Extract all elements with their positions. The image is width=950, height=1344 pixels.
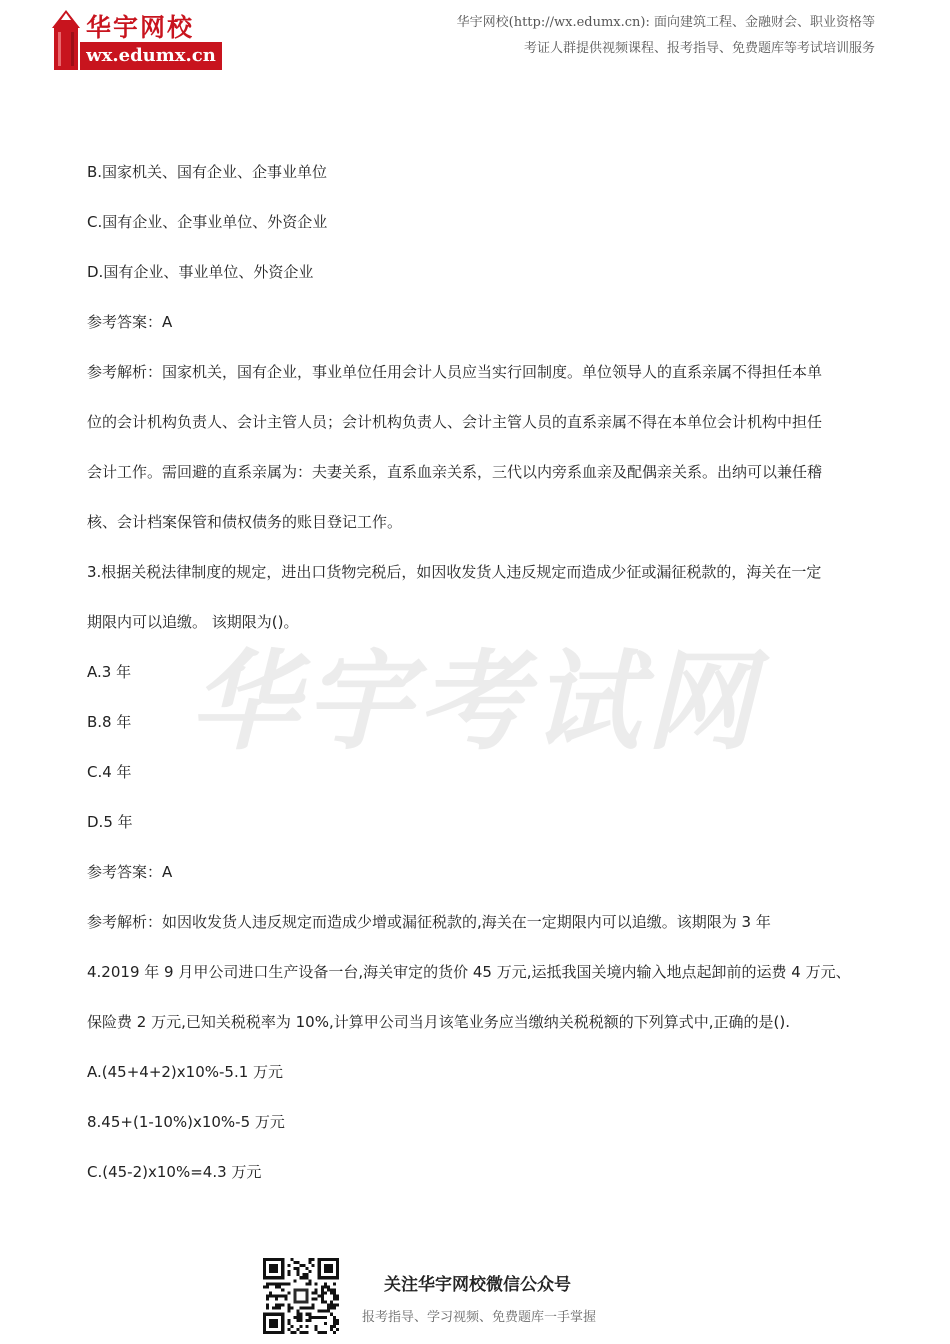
text-line: B.8 年 — [87, 713, 132, 731]
text-line: D.国有企业、事业单位、外资企业 — [87, 263, 314, 281]
logo-title: 华宇网校 — [86, 13, 195, 42]
logo-url: wx.edumx.cn — [80, 42, 222, 70]
text-line: 8.45+(1-10%)x10%-5 万元 — [87, 1113, 285, 1131]
text-line: 参考答案：A — [87, 313, 173, 331]
qr-code-icon — [263, 1258, 339, 1334]
header-tagline-line2: 考证人群提供视频课程、报考指导、免费题库等考试培训服务 — [523, 41, 875, 56]
text-line: C.4 年 — [87, 763, 132, 781]
text-line: 会计工作。需回避的直系亲属为：夫妻关系，直系血亲关系，三代以内旁系血亲及配偶亲关系。出纳可以兼任稽 — [87, 463, 823, 481]
text-line: A.(45+4+2)x10%-5.1 万元 — [87, 1063, 284, 1081]
text-line: 保险费 2 万元,已知关税税率为 10%,计算甲公司当月该笔业务应当缴纳关税税额的下列算式中,正确的是(). — [87, 1013, 790, 1031]
site-logo[interactable] — [50, 8, 222, 70]
text-line: C.国有企业、企事业单位、外资企业 — [87, 213, 328, 231]
watermark: 华宇考试网 — [190, 640, 761, 765]
text-line: 4.2019 年 9 月甲公司进口生产设备一台,海关审定的货价 45 万元,运抵我国关境内输入地点起卸前的运费 4 万元、 — [87, 963, 851, 981]
text-line: 参考答案：A — [87, 863, 173, 881]
text-line: C.(45-2)x10%=4.3 万元 — [87, 1163, 262, 1181]
text-line: 核、会计档案保管和债权债务的账目登记工作。 — [87, 513, 403, 531]
footer-subtitle: 报考指导、学习视频、免费题库一手掌握 — [362, 1310, 597, 1325]
text-line: A.3 年 — [87, 663, 132, 681]
header-tagline-line1: 华宇网校(http://wx.edumx.cn): 面向建筑工程、金融财会、职业资格等 — [456, 15, 875, 30]
text-line: 3.根据关税法律制度的规定，进出口货物完税后，如因收发货人违反规定而造成少征或漏征税款的，海关在一定 — [87, 563, 822, 581]
header-tagline — [457, 10, 875, 62]
text-line: 期限内可以追缴。 该期限为()。 — [87, 613, 299, 631]
document-body — [87, 147, 865, 1197]
text-line: 参考解析：如因收发货人违反规定而造成少增或漏征税款的,海关在一定期限内可以追缴。该期限为 3 年 — [87, 913, 771, 931]
text-line: 位的会计机构负责人、会计主管人员；会计机构负责人、会计主管人员的直系亲属不得在本单位会计机构中担任 — [87, 413, 823, 431]
pencil-logo-icon — [52, 10, 80, 70]
footer-title: 关注华宇网校微信公众号 — [384, 1275, 571, 1295]
text-line: D.5 年 — [87, 813, 133, 831]
text-line: B.国家机关、国有企业、企事业单位 — [87, 163, 328, 181]
text-line: 参考解析：国家机关，国有企业，事业单位任用会计人员应当实行回制度。单位领导人的直系亲属不得担任本单 — [87, 363, 823, 381]
